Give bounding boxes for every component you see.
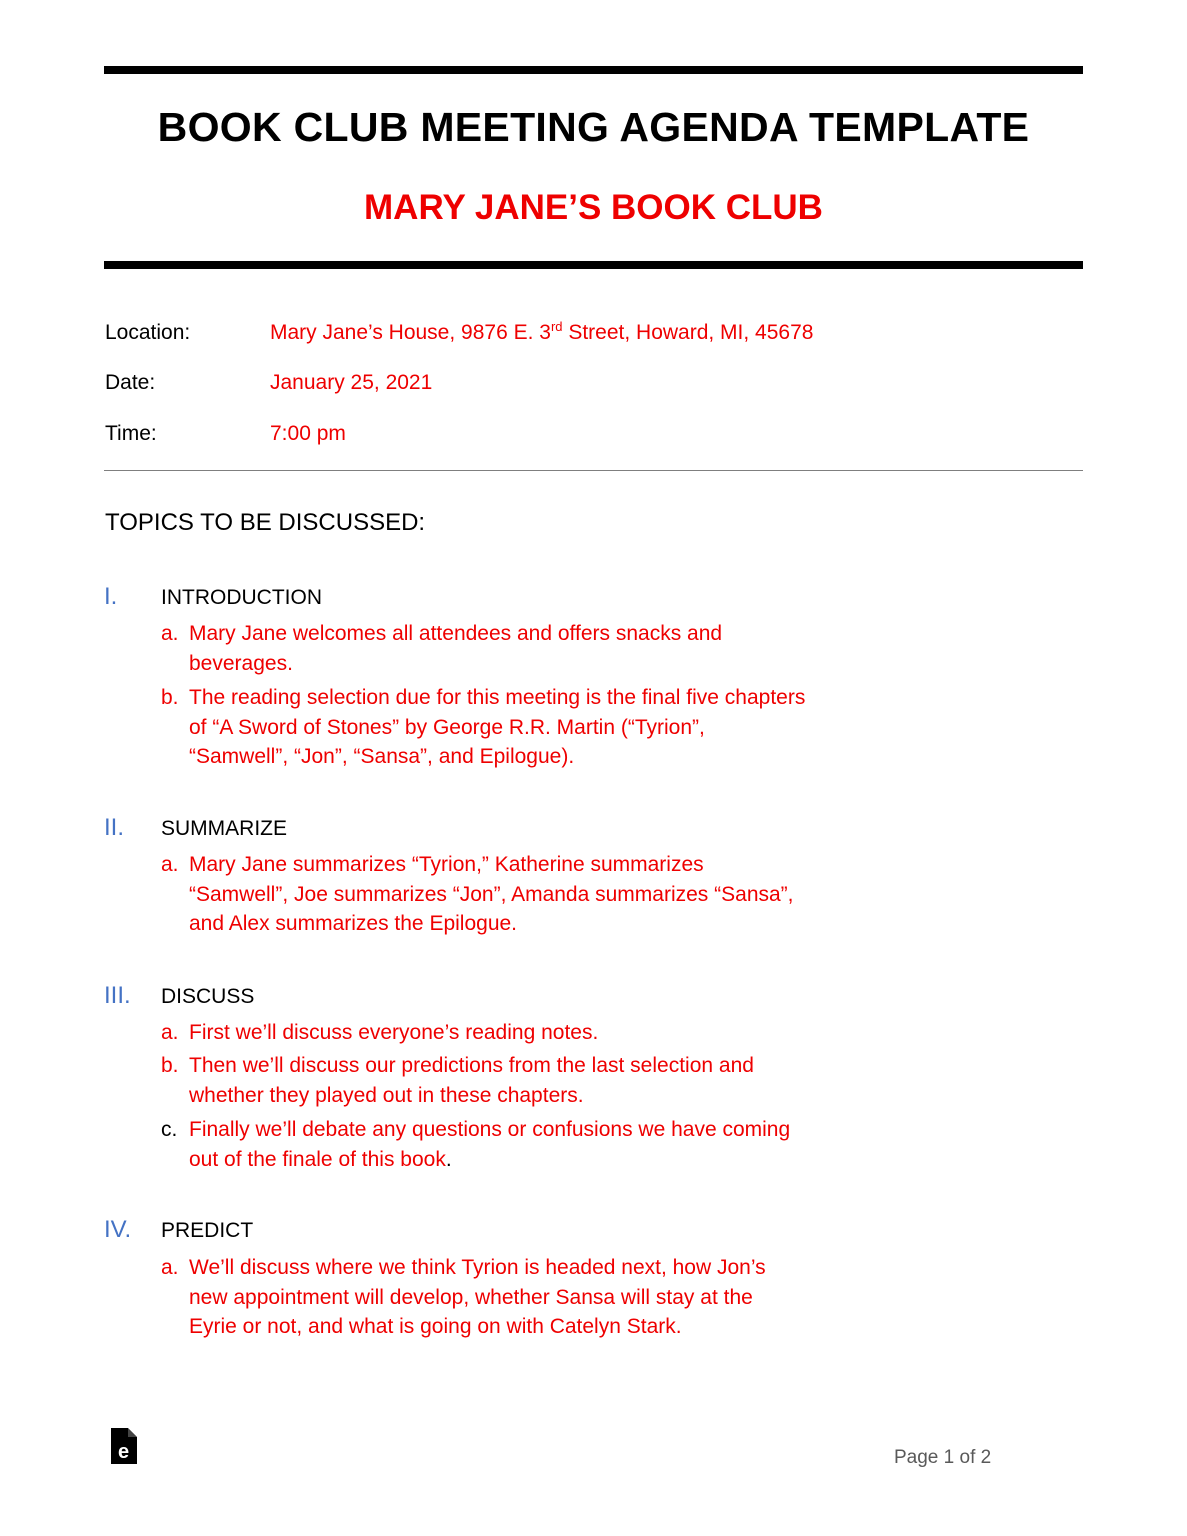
agenda-item: c. Finally we’ll debate any questions or confusions we have coming out of the finale of this book. [161, 1118, 791, 1171]
topics-heading: TOPICS TO BE DISCUSSED: [105, 509, 426, 536]
top-rule [104, 66, 1083, 74]
section-numeral: II. [104, 814, 125, 841]
time-label: Time: [105, 422, 157, 445]
section-title-summarize: SUMMARIZE [161, 817, 287, 840]
date-value: January 25, 2021 [270, 371, 433, 394]
section-numeral: IV. [104, 1216, 132, 1243]
section-numeral: I. [104, 583, 118, 610]
agenda-item: b. The reading selection due for this meeting is the final five chapters of “A Sword of Stones” by George R.R. Martin (“Tyrion”, “Samwell”, “Jon”, “Sansa”, and Epilogue). [161, 686, 806, 768]
location-label: Location: [105, 321, 191, 344]
eforms-logo-icon [111, 1428, 137, 1464]
agenda-item: a. Mary Jane welcomes all attendees and offers snacks and beverages. [161, 622, 723, 675]
section-title-discuss: DISCUSS [161, 985, 255, 1008]
svg-text:e: e [117, 1441, 130, 1463]
header-bottom-rule [104, 261, 1083, 269]
agenda-item: a. First we’ll discuss everyone’s reading notes. [161, 1021, 599, 1044]
section-numeral: III. [104, 982, 131, 1009]
page-number: Page 1 of 2 [894, 1447, 992, 1468]
time-value: 7:00 pm [270, 422, 346, 445]
location-value: Mary Jane’s House, 9876 E. 3rd Street, Howard, MI, 45678 [270, 319, 814, 344]
section-title-predict: PREDICT [161, 1219, 254, 1242]
agenda-item: a. We’ll discuss where we think Tyrion is headed next, how Jon’s new appointment will develop, whether Sansa will stay at the Eyrie or not, and what is going on with Catelyn Stark. [161, 1256, 766, 1338]
agenda-item: a. Mary Jane summarizes “Tyrion,” Katherine summarizes “Samwell”, Joe summarizes “Jon”, Amanda summarizes “Sansa”, and Alex summarizes the Epilogue. [161, 853, 794, 935]
agenda-item: b. Then we’ll discuss our predictions from the last selection and whether they played out in these chapters. [161, 1054, 754, 1107]
date-label: Date: [105, 371, 156, 394]
club-name: MARY JANE’S BOOK CLUB [364, 188, 823, 227]
document-title: BOOK CLUB MEETING AGENDA TEMPLATE [157, 104, 1030, 150]
info-divider [104, 470, 1083, 471]
section-title-introduction: INTRODUCTION [161, 586, 322, 609]
